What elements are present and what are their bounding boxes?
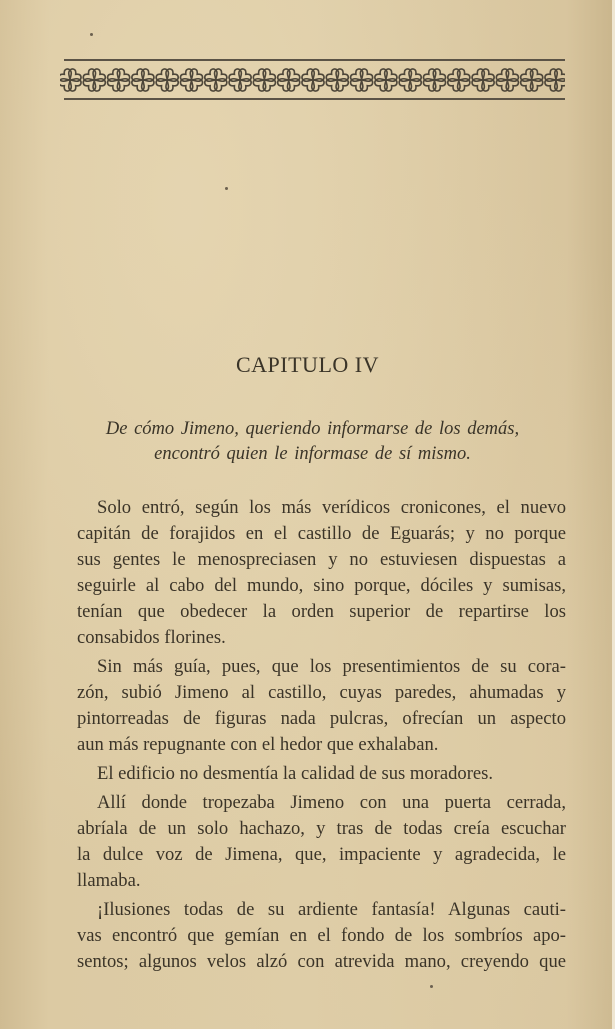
heart-petal-icon (373, 75, 390, 92)
text-line: tenían que obedecer la orden superior de repartirse los (77, 601, 566, 622)
heart-petal-icon (138, 68, 155, 85)
heart-petal-icon (398, 68, 415, 85)
quatrefoil-motif-icon (301, 68, 326, 93)
text-line: llamaba. (77, 870, 141, 891)
heart-petal-icon (187, 75, 204, 92)
heart-petal-icon (106, 75, 123, 92)
heart-petal-icon (325, 68, 342, 85)
quatrefoil-motif-icon (544, 68, 565, 93)
quatrefoil-motif-icon (155, 68, 180, 93)
heart-petal-icon (551, 68, 565, 85)
text-line: vas encontró que gemían en el fondo de los sombríos apo- (77, 925, 566, 946)
heart-petal-icon (284, 68, 301, 85)
text-line: zón, subió Jimeno al castillo, cuyas paredes, ahumadas y (77, 682, 566, 703)
quatrefoil-motif-icon (398, 68, 423, 93)
heart-petal-icon (252, 75, 269, 92)
heart-petal-icon (544, 68, 561, 85)
heart-petal-icon (502, 75, 519, 92)
heart-petal-icon (332, 68, 349, 85)
paper-speck (430, 985, 433, 988)
heart-petal-icon (259, 75, 276, 92)
heart-petal-icon (332, 75, 349, 92)
heart-petal-icon (405, 75, 422, 92)
heart-petal-icon (519, 75, 536, 92)
quatrefoil-motif-icon (228, 68, 253, 93)
heart-petal-icon (325, 75, 342, 92)
heart-petal-icon (259, 68, 276, 85)
heart-petal-icon (446, 75, 463, 92)
text-line: ¡Ilusiones todas de su ardiente fantasía! Algunas cauti- (97, 899, 566, 920)
heart-petal-icon (228, 75, 245, 92)
heart-petal-icon (65, 68, 82, 85)
heart-petal-icon (357, 75, 374, 92)
text-line: la dulce voz de Jimena, que, impaciente y agradecida, le (77, 844, 566, 865)
heart-petal-icon (308, 68, 325, 85)
heart-petal-icon (527, 75, 544, 92)
quatrefoil-motif-icon (106, 68, 131, 93)
quatrefoil-motif-icon (446, 68, 471, 93)
text-line: El edificio no desmentía la calidad de sus moradores. (97, 763, 494, 784)
text-line: sus gentes le menospreciasen y no estuviesen dispuestas a (77, 549, 566, 570)
text-line: Solo entró, según los más verídicos cronicones, el nuevo (97, 497, 566, 518)
quatrefoil-motif-icon (325, 68, 350, 93)
heart-petal-icon (162, 75, 179, 92)
heart-petal-icon (114, 75, 131, 92)
heart-petal-icon (203, 68, 220, 85)
quatrefoil-motif-icon (373, 68, 398, 93)
heart-petal-icon (203, 75, 220, 92)
quatrefoil-motif-icon (519, 68, 544, 93)
heart-petal-icon (471, 75, 488, 92)
heart-petal-icon (454, 68, 471, 85)
heart-petal-icon (373, 68, 390, 85)
heart-petal-icon (422, 68, 439, 85)
heart-petal-icon (187, 68, 204, 85)
heart-petal-icon (130, 68, 147, 85)
heart-petal-icon (235, 68, 252, 85)
body-text (57, 495, 566, 978)
quatrefoil-motif-icon (349, 68, 374, 93)
chapter-subtitle (60, 417, 565, 467)
heart-petal-icon (349, 68, 366, 85)
heart-petal-icon (82, 75, 99, 92)
heart-petal-icon (301, 68, 318, 85)
decorative-border-ornament (60, 57, 565, 101)
heart-petal-icon (155, 75, 172, 92)
quatrefoil-motif-icon (422, 68, 447, 93)
quatrefoil-motif-icon (471, 68, 496, 93)
heart-petal-icon (179, 68, 196, 85)
heart-petal-icon (179, 75, 196, 92)
heart-petal-icon (478, 75, 495, 92)
heart-petal-icon (228, 68, 245, 85)
paragraph (57, 495, 566, 651)
heart-petal-icon (446, 68, 463, 85)
text-line: aun más repugnante con el hedor que exhalaban. (77, 734, 439, 755)
heart-petal-icon (430, 75, 447, 92)
heart-petal-icon (235, 75, 252, 92)
heart-petal-icon (155, 68, 172, 85)
text-line: sentos; algunos velos alzó con atrevida mano, creyendo que (77, 951, 566, 972)
heart-petal-icon (106, 68, 123, 85)
heart-petal-icon (471, 68, 488, 85)
subtitle-line: encontró quien le informase de sí mismo. (154, 444, 471, 464)
heart-petal-icon (398, 75, 415, 92)
paper-speck (225, 187, 228, 190)
heart-petal-icon (211, 75, 228, 92)
paper-speck (90, 33, 93, 36)
quatrefoil-motif-icon (60, 68, 82, 93)
text-line: Sin más guía, pues, que los presentimientos de su cora- (97, 656, 566, 677)
text-line: seguirle al cabo del mundo, sino porque, dóciles y sumisas, (77, 575, 566, 596)
heart-petal-icon (308, 75, 325, 92)
heart-petal-icon (519, 68, 536, 85)
heart-petal-icon (60, 75, 75, 92)
ornament-bottom-rule (64, 98, 565, 100)
quatrefoil-motif-icon (130, 68, 155, 93)
heart-petal-icon (138, 75, 155, 92)
paragraph (57, 761, 566, 787)
text-line: abríala de un solo hachazo, y tras de todas creía escuchar (77, 818, 566, 839)
heart-petal-icon (276, 68, 293, 85)
subtitle-line: De cómo Jimeno, queriendo informarse de los demás, (105, 419, 520, 439)
heart-petal-icon (301, 75, 318, 92)
quatrefoil-motif-icon (495, 68, 520, 93)
heart-petal-icon (89, 75, 106, 92)
heart-petal-icon (495, 68, 512, 85)
quatrefoil-motif-icon (276, 68, 301, 93)
heart-petal-icon (381, 68, 398, 85)
heart-petal-icon (495, 75, 512, 92)
quatrefoil-motif-icon (252, 68, 277, 93)
heart-petal-icon (502, 68, 519, 85)
heart-petal-icon (478, 68, 495, 85)
heart-petal-icon (357, 68, 374, 85)
text-line: pintorreadas de figuras nada pulcras, ofrecían un aspecto (77, 708, 566, 729)
heart-quatrefoil-pattern-icon (60, 66, 565, 94)
heart-petal-icon (381, 75, 398, 92)
heart-petal-icon (89, 68, 106, 85)
heart-petal-icon (430, 68, 447, 85)
heart-petal-icon (130, 75, 147, 92)
heart-petal-icon (82, 68, 99, 85)
quatrefoil-motif-icon (82, 68, 107, 93)
paragraph (57, 897, 566, 975)
text-line: Allí donde tropezaba Jimeno con una puerta cerrada, (97, 792, 566, 813)
quatrefoil-motif-icon (179, 68, 204, 93)
heart-petal-icon (422, 75, 439, 92)
ornament-top-rule (64, 59, 565, 61)
heart-petal-icon (349, 75, 366, 92)
quatrefoil-motif-icon (203, 68, 228, 93)
heart-petal-icon (454, 75, 471, 92)
heart-petal-icon (405, 68, 422, 85)
heart-petal-icon (276, 75, 293, 92)
heart-petal-icon (211, 68, 228, 85)
heart-petal-icon (65, 75, 82, 92)
text-line: consabidos florines. (77, 627, 226, 648)
heart-petal-icon (114, 68, 131, 85)
heart-petal-icon (60, 68, 75, 85)
heart-petal-icon (284, 75, 301, 92)
heart-petal-icon (527, 68, 544, 85)
heart-petal-icon (162, 68, 179, 85)
paragraph (57, 654, 566, 758)
paragraph (57, 790, 566, 894)
chapter-title: CAPITULO IV (236, 352, 379, 377)
heart-petal-icon (544, 75, 561, 92)
heart-petal-icon (551, 75, 565, 92)
heart-petal-icon (252, 68, 269, 85)
text-line: capitán de forajidos en el castillo de Eguarás; y no porque (77, 523, 566, 544)
